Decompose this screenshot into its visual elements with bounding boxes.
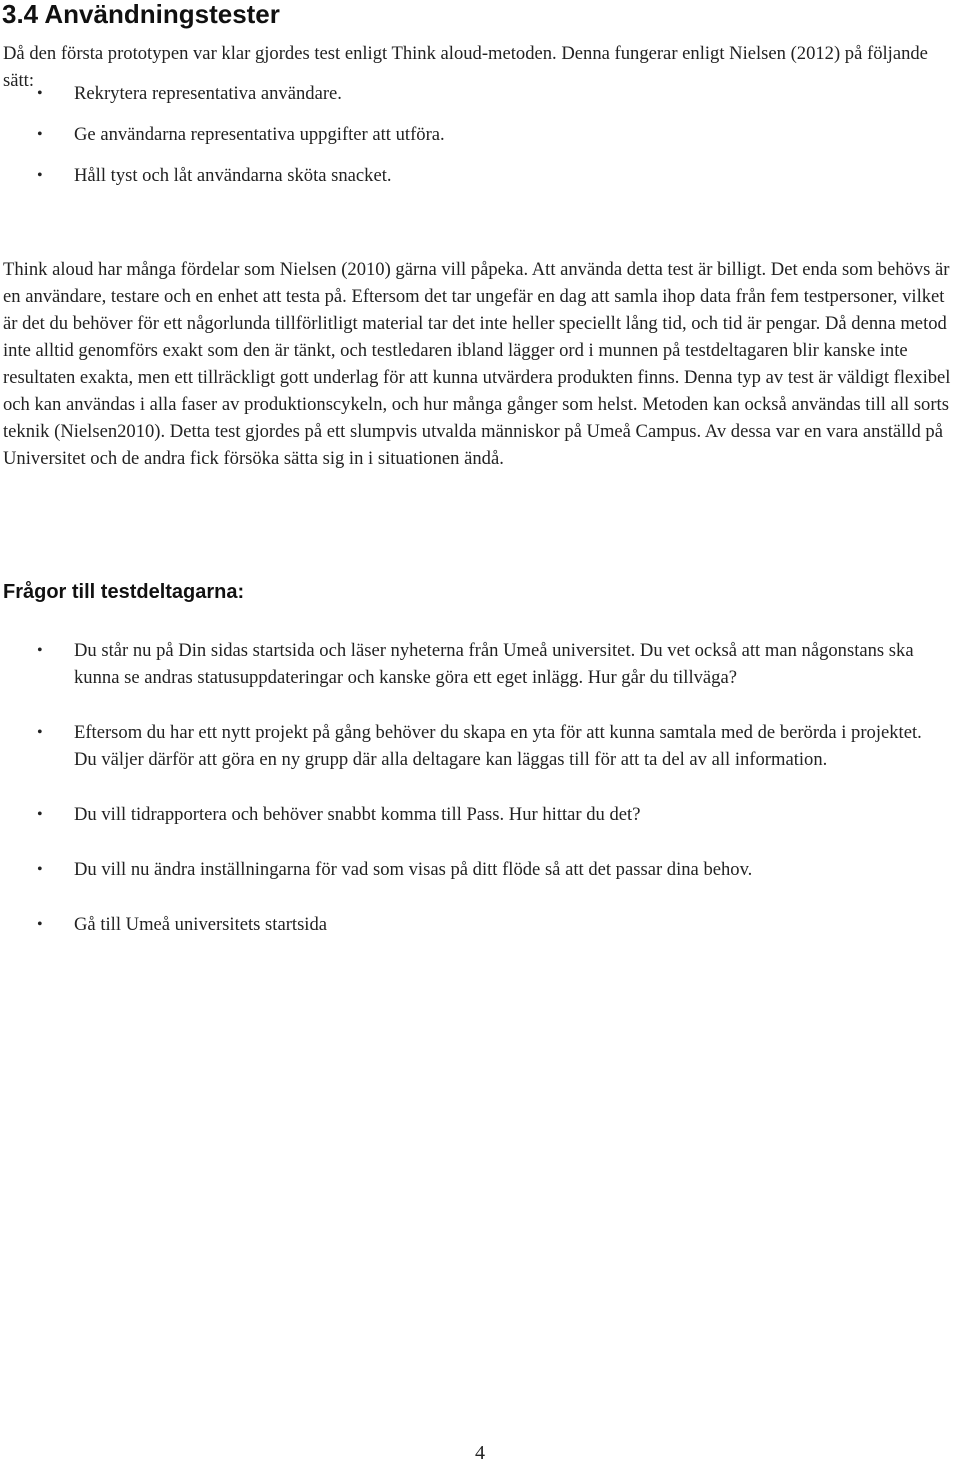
bullet-icon: •	[37, 85, 43, 102]
question-text: Gå till Umeå universitets startsida	[74, 914, 328, 935]
intro-bullet-list	[0, 80, 960, 203]
question-text: Eftersom du har ett nytt projekt på gång behöver du skapa en yta för att kunna samtala med de berörda i projektet. Du väljer därför att göra en ny grupp där alla deltagare kan läggas till för att ta del av all information.	[74, 722, 922, 770]
page-number: 4	[475, 1442, 485, 1464]
bullet-icon: •	[37, 861, 43, 878]
bullet-icon: •	[37, 167, 43, 184]
list-item	[0, 80, 960, 107]
bullet-icon: •	[37, 916, 43, 933]
question-item	[0, 801, 935, 828]
list-item-text: Rekrytera representativa användare.	[74, 83, 342, 104]
section-heading: 3.4 Användningstester	[2, 0, 280, 29]
intro-paragraph: Då den första prototypen var klar gjordes test enligt Think aloud-metoden. Denna fungerar enligt Nielsen (2012) på följande sätt:	[3, 43, 928, 91]
questions-heading: Frågor till testdeltagarna:	[3, 581, 245, 603]
question-item	[0, 719, 935, 773]
list-item-text: Håll tyst och låt användarna sköta snacket.	[74, 165, 392, 186]
question-item	[0, 637, 935, 691]
bullet-icon: •	[37, 724, 43, 741]
question-item	[0, 911, 935, 938]
bullet-icon: •	[37, 642, 43, 659]
body-paragraph: Think aloud har många fördelar som Nielsen (2010) gärna vill påpeka. Att använda detta test är billigt. Det enda som behövs är en användare, testare och en enhet att testa på. Eftersom det tar ungefär en dag att samla ihop data från fem testpersoner, vilket är det du behöver för ett någorlunda tillförlitligt material tar det inte heller speciellt lång tid, och tid är pengar. Då denna metod inte alltid genomförs exakt som den är tänkt, och testledaren ibland lägger ord i munnen på testdeltagaren blir kanske inte resultaten exakta, men ett tillräckligt gott underlag för att kunna utvärdera produkten finns. Denna typ av test är väldigt flexibel och kan användas i alla faser av produktionscykeln, och hur många gånger som helst. Metoden kan också användas till all sorts teknik (Nielsen2010). Detta test gjordes på ett slumpvis utvalda människor på Umeå Campus. Av dessa var en vara anställd på Universitet och de andra fick försöka sätta sig in i situationen ändå.	[3, 259, 951, 469]
list-item	[0, 162, 960, 189]
list-item-text: Ge användarna representativa uppgifter att utföra.	[74, 124, 445, 145]
question-text: Du står nu på Din sidas startsida och läser nyheterna från Umeå universitet. Du vet också att man någonstans ska kunna se andras statusuppdateringar och kanske göra ett eget inlägg. Hur går du tillväga?	[74, 640, 914, 688]
list-item	[0, 121, 960, 148]
question-text: Du vill tidrapportera och behöver snabbt komma till Pass. Hur hittar du det?	[74, 804, 641, 825]
bullet-icon: •	[37, 126, 43, 143]
question-text: Du vill nu ändra inställningarna för vad som visas på ditt flöde så att det passar dina behov.	[74, 859, 753, 880]
questions-list	[0, 637, 935, 966]
question-item	[0, 856, 935, 883]
bullet-icon: •	[37, 806, 43, 823]
